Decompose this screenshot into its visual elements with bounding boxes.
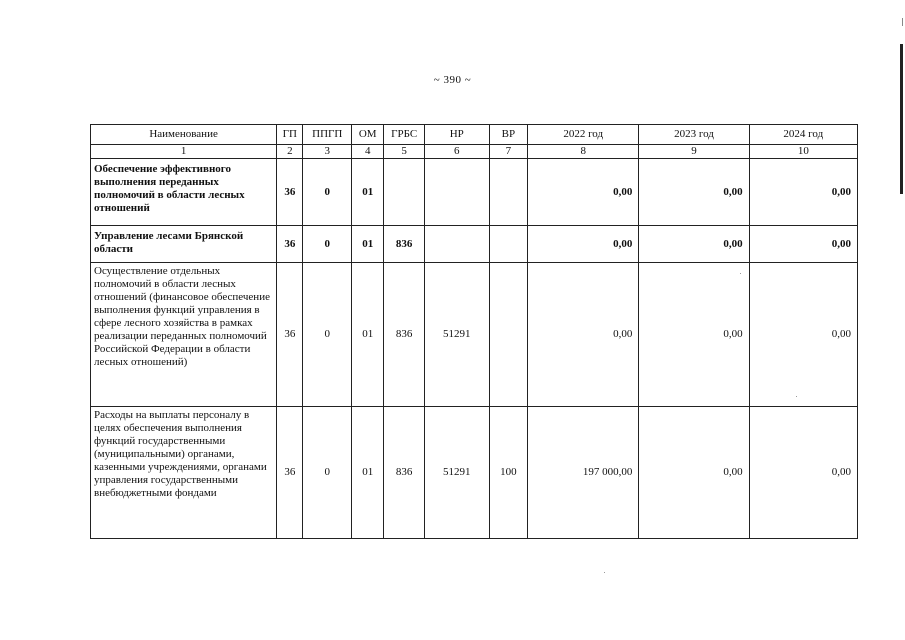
cell-gp: 36 — [277, 159, 303, 226]
scan-artifact-bar — [900, 44, 903, 194]
cell-2023: 0,00 — [639, 226, 749, 263]
table-row — [91, 263, 858, 407]
scan-dust — [604, 572, 605, 573]
column-number: 3 — [303, 145, 352, 159]
cell-2022: 197 000,00 — [528, 407, 639, 539]
column-number: 2 — [277, 145, 303, 159]
row-name: Управление лесами Брянской области — [91, 226, 277, 263]
cell-om: 01 — [352, 159, 384, 226]
column-number: 7 — [489, 145, 527, 159]
cell-2023: 0,00 — [639, 263, 749, 407]
cell-2024: 0,00 — [749, 407, 857, 539]
cell-vr: 100 — [489, 407, 527, 539]
column-header-name: Наименование — [91, 125, 277, 145]
cell-2023: 0,00 — [639, 159, 749, 226]
column-number: 9 — [639, 145, 749, 159]
cell-2024: 0,00 — [749, 159, 857, 226]
cell-nr: 51291 — [424, 407, 489, 539]
cell-om: 01 — [352, 226, 384, 263]
page-number: ~ 390 ~ — [433, 74, 472, 86]
cell-2022: 0,00 — [528, 226, 639, 263]
cell-nr — [424, 159, 489, 226]
cell-2022: 0,00 — [528, 263, 639, 407]
column-number: 5 — [384, 145, 424, 159]
column-header-2023: 2023 год — [639, 125, 749, 145]
cell-ppgp: 0 — [303, 226, 352, 263]
row-name: Обеспечение эффективного выполнения переданных полномочий в области лесных отношений — [91, 159, 277, 226]
cell-nr: 51291 — [424, 263, 489, 407]
column-header-gp: ГП — [277, 125, 303, 145]
cell-vr — [489, 159, 527, 226]
column-header-nr: НР — [424, 125, 489, 145]
cell-ppgp: 0 — [303, 263, 352, 407]
cell-grbs: 836 — [384, 226, 424, 263]
column-header-2024: 2024 год — [749, 125, 857, 145]
column-number: 10 — [749, 145, 857, 159]
cell-gp: 36 — [277, 226, 303, 263]
cell-2023: 0,00 — [639, 407, 749, 539]
cell-om: 01 — [352, 407, 384, 539]
cell-nr — [424, 226, 489, 263]
column-header-ppgp: ППГП — [303, 125, 352, 145]
cell-vr — [489, 263, 527, 407]
scan-artifact-top — [902, 18, 903, 26]
column-header-2022: 2022 год — [528, 125, 639, 145]
cell-gp: 36 — [277, 263, 303, 407]
budget-table — [90, 124, 858, 539]
cell-om: 01 — [352, 263, 384, 407]
cell-2022: 0,00 — [528, 159, 639, 226]
column-number: 4 — [352, 145, 384, 159]
column-number: 1 — [91, 145, 277, 159]
table-row — [91, 407, 858, 539]
table-row — [91, 226, 858, 263]
column-number: 6 — [424, 145, 489, 159]
table-row — [91, 159, 858, 226]
column-number-row — [91, 145, 858, 159]
cell-ppgp: 0 — [303, 159, 352, 226]
cell-2024: 0,00 — [749, 226, 857, 263]
column-header-vr: ВР — [489, 125, 527, 145]
cell-grbs: 836 — [384, 407, 424, 539]
cell-grbs: 836 — [384, 263, 424, 407]
column-header-grbs: ГРБС — [384, 125, 424, 145]
cell-gp: 36 — [277, 407, 303, 539]
row-name: Расходы на выплаты персоналу в целях обеспечения выполнения функций государственными (муниципальными) органами, казенными учреждениями, органами управления государственными внебюджетными фондами — [91, 407, 277, 539]
cell-vr — [489, 226, 527, 263]
header-row — [91, 125, 858, 145]
cell-ppgp: 0 — [303, 407, 352, 539]
row-name: Осуществление отдельных полномочий в области лесных отношений (финансовое обеспечение выполнения функций управления в сфере лесного хозяйства в рамках реализации переданных полномочий Российской Федерации в области лесных отношений) — [91, 263, 277, 407]
column-number: 8 — [528, 145, 639, 159]
cell-2024: 0,00 — [749, 263, 857, 407]
cell-grbs — [384, 159, 424, 226]
column-header-om: ОМ — [352, 125, 384, 145]
